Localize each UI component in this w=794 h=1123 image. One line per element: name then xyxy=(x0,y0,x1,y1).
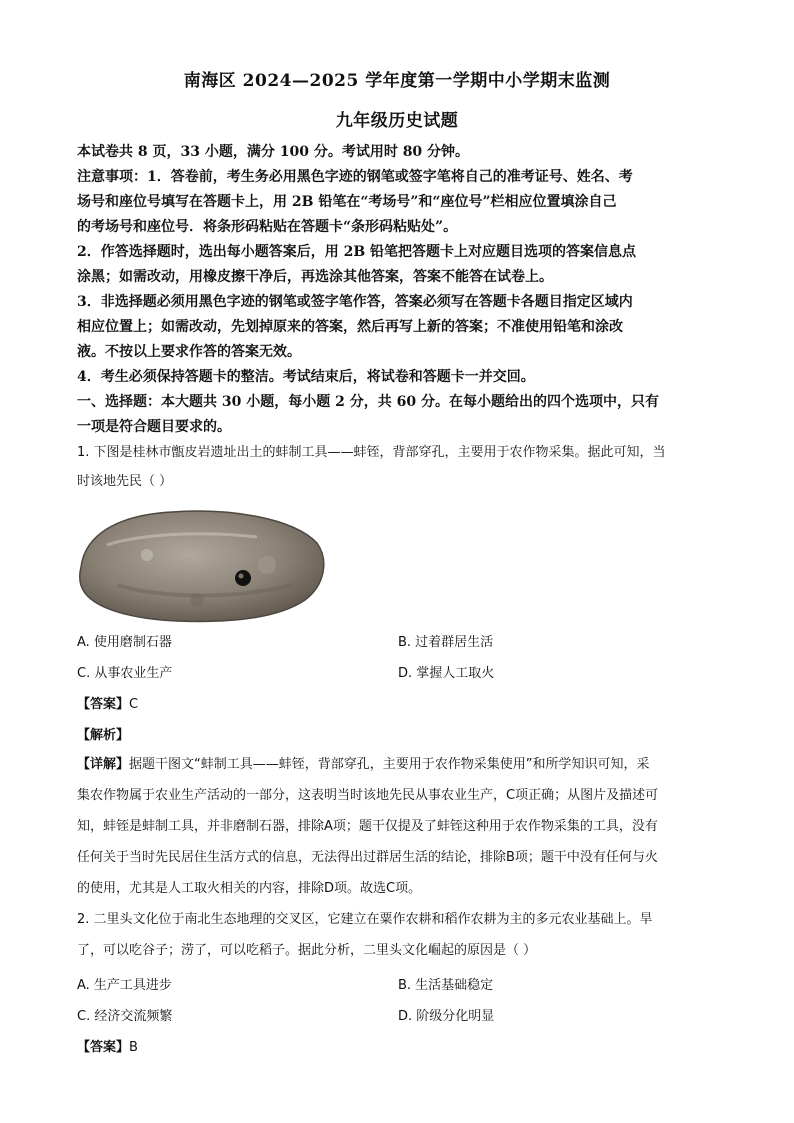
q1-detail-line xyxy=(77,755,717,775)
q1-answer xyxy=(77,693,138,712)
exam-subtitle: 九年级历史试题 xyxy=(335,111,459,131)
q1-detail-line: 任何关于当时先民居住生活方式的信息，无法得出过群居生活的结论，排除B项；题干中没有任何与火 xyxy=(77,850,658,865)
analysis-label: 【解析】 xyxy=(77,728,130,743)
answer-label: 【答案】 xyxy=(77,697,130,712)
detail-text: 据题干图文“蚌制工具——蚌铚，背部穿孔，主要用于农作物采集使用”和所学知识可知，采 xyxy=(129,757,650,772)
instruction-line: 场号和座位号填写在答题卡上，用 2B 铅笔在“考场号”和“座位号”栏相应位置填涂自己 xyxy=(77,194,617,210)
q2-option-c: C. 经济交流频繁 xyxy=(77,1009,173,1024)
q1-stem: 时该地先民（ ） xyxy=(77,474,173,489)
answer-value: C xyxy=(129,697,139,712)
q2-option-b: B. 生活基础稳定 xyxy=(398,978,494,993)
shell-tool-photo-icon xyxy=(77,505,329,625)
q1-option-b: B. 过着群居生活 xyxy=(398,635,494,650)
q1-detail-line: 集农作物属于农业生产活动的一部分，这表明当时该地先民从事农业生产，C项正确；从图片及描述可 xyxy=(77,788,659,803)
answer-label: 【答案】 xyxy=(77,1040,130,1055)
q2-stem: 2. 二里头文化位于南北生态地理的交叉区，它建立在粟作农耕和稻作农耕为主的多元农业基础上。旱 xyxy=(77,912,653,927)
detail-label: 【详解】 xyxy=(77,757,130,772)
instruction-line: 液。不按以上要求作答的答案无效。 xyxy=(77,344,301,360)
q1-detail-line: 知，蚌铚是蚌制工具，并非磨制石器，排除A项；题干仅提及了蚌铚这种用于农作物采集的工具，没有 xyxy=(77,819,658,834)
q2-option-d: D. 阶级分化明显 xyxy=(398,1009,495,1024)
q1-analysis-label xyxy=(77,724,129,743)
q2-option-a: A. 生产工具进步 xyxy=(77,978,172,993)
instruction-line: 相应位置上；如需改动，先划掉原来的答案，然后再写上新的答案；不准使用铅笔和涂改 xyxy=(77,319,623,335)
instruction-line: 3．非选择题必须用黑色字迹的钢笔或签字笔作答，答案必须写在答题卡各题目指定区域内 xyxy=(77,294,633,310)
q2-answer xyxy=(77,1036,138,1055)
q1-option-d: D. 掌握人工取火 xyxy=(398,666,495,681)
answer-value: B xyxy=(129,1040,138,1055)
exam-summary: 本试卷共 8 页，33 小题，满分 100 分。考试用时 80 分钟。 xyxy=(77,144,470,160)
exam-title: 南海区 2024—2025 学年度第一学期中小学期末监测 xyxy=(183,71,611,91)
instruction-line: 注意事项：1．答卷前，考生务必用黑色字迹的钢笔或签字笔将自己的准考证号、姓名、考 xyxy=(77,169,633,185)
instruction-line: 涂黑；如需改动，用橡皮擦干净后，再选涂其他答案，答案不能答在试卷上。 xyxy=(77,269,553,285)
q1-option-c: C. 从事农业生产 xyxy=(77,666,173,681)
instruction-line: 4．考生必须保持答题卡的整洁。考试结束后，将试卷和答题卡一并交回。 xyxy=(77,369,535,385)
q1-stem: 1. 下图是桂林市甑皮岩遗址出土的蚌制工具——蚌铚，背部穿孔，主要用于农作物采集。据此可知，当 xyxy=(77,445,666,460)
instruction-line: 2．作答选择题时，选出每小题答案后，用 2B 铅笔把答题卡上对应题目选项的答案信息点 xyxy=(77,244,637,260)
section-heading: 一项是符合题目要求的。 xyxy=(77,419,231,435)
q1-option-a: A. 使用磨制石器 xyxy=(77,635,172,650)
section-heading: 一、选择题：本大题共 30 小题，每小题 2 分，共 60 分。在每小题给出的四个选项中，只有 xyxy=(77,394,659,410)
q2-stem: 了，可以吃谷子；涝了，可以吃稻子。据此分析，二里头文化崛起的原因是（ ） xyxy=(77,943,537,958)
instruction-line: 的考场号和座位号．将条形码粘贴在答题卡“条形码粘贴处”。 xyxy=(77,219,458,235)
q1-detail-line: 的使用，尤其是人工取火相关的内容，排除D项。故选C项。 xyxy=(77,881,422,896)
